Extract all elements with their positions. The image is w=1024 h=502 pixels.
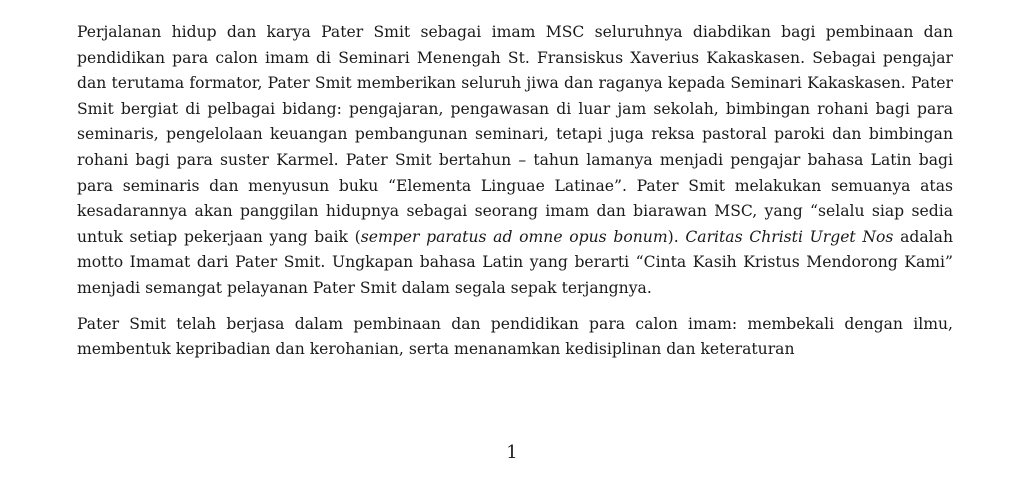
paragraph-1-text-a: Perjalanan hidup dan karya Pater Smit sebagai imam MSC seluruhnya diabdikan bagi pembinaan dan pendidikan para calon imam di Seminari Menengah St. Fransiskus Xaverius Kakaskasen. Sebagai pengajar dan terutama formator, Pater Smit memberikan seluruh jiwa dan raganya kepada Seminari Kakaskasen. Pater Smit bergiat di pelbagai bidang: pengajaran, pengawasan di luar jam sekolah, bimbingan rohani bagi para seminaris, pengelolaan keuangan pembangunan seminari, tetapi juga reksa pastoral paroki dan bimbingan rohani bagi para suster Karmel. Pater Smit bertahun – tahun lamanya menjadi pengajar bahasa Latin bagi para seminaris dan menyusun buku “Elementa Linguae Latinae”. Pater Smit melakukan semuanya atas kesadarannya akan panggilan hidupnya sebagai seorang imam dan biarawan MSC, yang “selalu siap sedia untuk setiap pekerjaan yang baik (	[77, 23, 953, 246]
latin-motto: Caritas Christi Urget Nos	[685, 227, 894, 246]
document-page	[77, 20, 953, 363]
paragraph-1	[77, 20, 953, 302]
paragraph-1-text-b: ).	[667, 227, 686, 246]
page-number: 1	[506, 442, 518, 463]
paragraph-1-text-c: adalah motto Imamat dari Pater Smit. Ungkapan bahasa Latin yang berarti “Cinta Kasih Kristus Mendorong Kami” menjadi semangat pelayanan Pater Smit dalam segala sepak terjangnya.	[77, 227, 954, 297]
latin-phrase-semper-paratus: semper paratus ad omne opus bonum	[360, 227, 668, 246]
paragraph-2: Pater Smit telah berjasa dalam pembinaan dan pendidikan para calon imam: membekali dengan ilmu, membentuk kepribadian dan kerohanian, serta menanamkan kedisiplinan dan keteraturan	[77, 314, 953, 359]
